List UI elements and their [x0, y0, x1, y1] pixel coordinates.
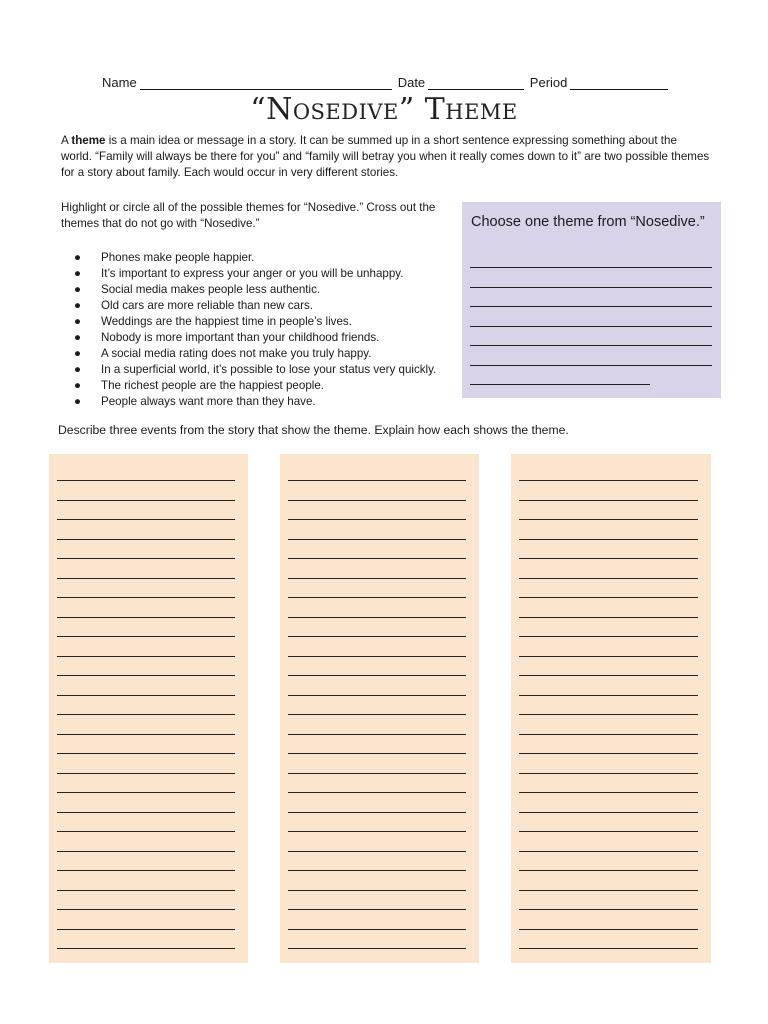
date-label: Date — [397, 75, 426, 90]
writing-line[interactable] — [519, 578, 698, 579]
writing-line[interactable] — [288, 909, 466, 910]
writing-line[interactable] — [288, 636, 466, 637]
writing-line[interactable] — [519, 753, 698, 754]
writing-line[interactable] — [519, 831, 698, 832]
writing-line[interactable] — [519, 617, 698, 618]
date-field-line[interactable] — [428, 76, 524, 90]
theme-text: A social media rating does not make you truly happy. — [101, 347, 372, 360]
choose-theme-prompt: Choose one theme from “Nosedive.” — [471, 214, 705, 230]
writing-line[interactable] — [57, 597, 235, 598]
writing-line[interactable] — [470, 287, 712, 288]
theme-text: The richest people are the happiest people. — [101, 379, 325, 392]
theme-list-item[interactable] — [61, 314, 461, 330]
bullet-icon: ● — [74, 315, 82, 328]
writing-line[interactable] — [57, 870, 235, 871]
writing-line[interactable] — [57, 656, 235, 657]
period-label: Period — [529, 75, 568, 90]
writing-line[interactable] — [519, 519, 698, 520]
bullet-icon: ● — [74, 267, 82, 280]
writing-line[interactable] — [470, 267, 712, 268]
writing-line[interactable] — [57, 617, 235, 618]
writing-line[interactable] — [519, 909, 698, 910]
writing-line[interactable] — [519, 539, 698, 540]
writing-line[interactable] — [57, 812, 235, 813]
writing-line[interactable] — [519, 675, 698, 676]
writing-line[interactable] — [57, 909, 235, 910]
writing-line[interactable] — [57, 948, 235, 949]
writing-line[interactable] — [57, 753, 235, 754]
writing-line[interactable] — [57, 480, 235, 481]
writing-line[interactable] — [288, 831, 466, 832]
writing-line[interactable] — [288, 792, 466, 793]
writing-line[interactable] — [288, 773, 466, 774]
writing-line[interactable] — [519, 480, 698, 481]
writing-line[interactable] — [57, 734, 235, 735]
writing-line[interactable] — [470, 365, 712, 366]
writing-line[interactable] — [288, 948, 466, 949]
period-field-line[interactable] — [570, 76, 668, 90]
writing-line[interactable] — [519, 558, 698, 559]
theme-list — [61, 250, 461, 410]
writing-line[interactable] — [288, 851, 466, 852]
bullet-icon: ● — [74, 251, 82, 264]
writing-line[interactable] — [519, 597, 698, 598]
writing-line[interactable] — [288, 675, 466, 676]
theme-list-item[interactable] — [61, 282, 461, 298]
writing-line[interactable] — [470, 384, 650, 385]
writing-line[interactable] — [288, 539, 466, 540]
theme-text: Old cars are more reliable than new cars. — [101, 299, 313, 312]
writing-line[interactable] — [519, 812, 698, 813]
theme-list-item[interactable] — [61, 362, 461, 378]
writing-line[interactable] — [288, 558, 466, 559]
writing-line[interactable] — [519, 656, 698, 657]
writing-line[interactable] — [57, 539, 235, 540]
writing-line[interactable] — [288, 617, 466, 618]
writing-line[interactable] — [288, 812, 466, 813]
name-label: Name — [102, 75, 137, 90]
choose-theme-box — [462, 202, 721, 398]
writing-line[interactable] — [519, 851, 698, 852]
event-box-2 — [280, 454, 479, 963]
writing-line[interactable] — [519, 695, 698, 696]
intro-bold-word: theme — [71, 134, 106, 147]
bullet-icon: ● — [74, 363, 82, 376]
writing-line[interactable] — [288, 578, 466, 579]
writing-line[interactable] — [519, 500, 698, 501]
theme-list-item[interactable] — [61, 250, 461, 266]
writing-line[interactable] — [57, 890, 235, 891]
writing-line[interactable] — [519, 773, 698, 774]
writing-line[interactable] — [470, 306, 712, 307]
theme-text: Social media makes people less authentic. — [101, 283, 321, 296]
writing-line[interactable] — [57, 831, 235, 832]
writing-line[interactable] — [288, 519, 466, 520]
name-field-line[interactable] — [140, 76, 392, 90]
theme-text: Phones make people happier. — [101, 251, 255, 264]
writing-line[interactable] — [288, 597, 466, 598]
bullet-icon: ● — [74, 379, 82, 392]
writing-line[interactable] — [519, 636, 698, 637]
writing-line[interactable] — [288, 695, 466, 696]
writing-line[interactable] — [288, 500, 466, 501]
theme-list-item[interactable] — [61, 394, 461, 410]
bullet-icon: ● — [74, 347, 82, 360]
intro-text-start: A — [61, 134, 72, 147]
writing-line[interactable] — [288, 480, 466, 481]
theme-text: Weddings are the happiest time in people’s lives. — [101, 315, 352, 328]
theme-list-item[interactable] — [61, 298, 461, 314]
writing-line[interactable] — [288, 656, 466, 657]
writing-line[interactable] — [288, 714, 466, 715]
writing-line[interactable] — [288, 870, 466, 871]
describe-prompt: Describe three events from the story that show the theme. Explain how each shows the theme. — [58, 423, 569, 437]
writing-line[interactable] — [57, 500, 235, 501]
writing-line[interactable] — [57, 636, 235, 637]
intro-paragraph — [61, 133, 711, 181]
writing-line[interactable] — [57, 929, 235, 930]
writing-line[interactable] — [519, 734, 698, 735]
writing-line[interactable] — [288, 734, 466, 735]
header-row — [102, 72, 668, 90]
theme-text: Nobody is more important than your childhood friends. — [101, 331, 380, 344]
writing-line[interactable] — [57, 695, 235, 696]
writing-line[interactable] — [519, 714, 698, 715]
writing-line[interactable] — [519, 929, 698, 930]
theme-text: It’s important to express your anger or you will be unhappy. — [101, 267, 404, 280]
bullet-icon: ● — [74, 331, 82, 344]
theme-text: People always want more than they have. — [101, 395, 316, 408]
event-box-1 — [49, 454, 248, 963]
theme-text: In a superficial world, it’s possible to lose your status very quickly. — [101, 363, 437, 376]
theme-list-item[interactable] — [61, 378, 461, 394]
theme-list-item[interactable] — [61, 266, 461, 282]
writing-line[interactable] — [470, 326, 712, 327]
writing-line[interactable] — [57, 578, 235, 579]
writing-line[interactable] — [57, 558, 235, 559]
writing-line[interactable] — [57, 519, 235, 520]
writing-line[interactable] — [288, 929, 466, 930]
writing-line[interactable] — [519, 890, 698, 891]
writing-line[interactable] — [288, 890, 466, 891]
intro-text-rest: is a main idea or message in a story. It can be summed up in a short sentence expressing something about the world. “Family will always be there for you” and “family will betray you when it really comes down to it” are two possible themes for a story about family. Each would occur in very different stories. — [61, 134, 710, 179]
theme-list-item[interactable] — [61, 346, 461, 362]
event-box-3 — [511, 454, 711, 963]
theme-list-item[interactable] — [61, 330, 461, 346]
writing-line[interactable] — [57, 675, 235, 676]
writing-line[interactable] — [519, 870, 698, 871]
bullet-icon: ● — [74, 283, 82, 296]
writing-line[interactable] — [57, 792, 235, 793]
writing-line[interactable] — [519, 792, 698, 793]
writing-line[interactable] — [470, 345, 712, 346]
page-title: “Nosedive” Theme — [250, 92, 518, 127]
instructions-text: Highlight or circle all of the possible themes for “Nosedive.” Cross out the themes that do not go with “Nosedive.” — [61, 201, 436, 230]
bullet-icon: ● — [74, 299, 82, 312]
writing-line[interactable] — [57, 714, 235, 715]
writing-line[interactable] — [288, 753, 466, 754]
writing-line[interactable] — [519, 948, 698, 949]
bullet-icon: ● — [74, 395, 82, 408]
writing-line[interactable] — [57, 851, 235, 852]
writing-line[interactable] — [57, 773, 235, 774]
